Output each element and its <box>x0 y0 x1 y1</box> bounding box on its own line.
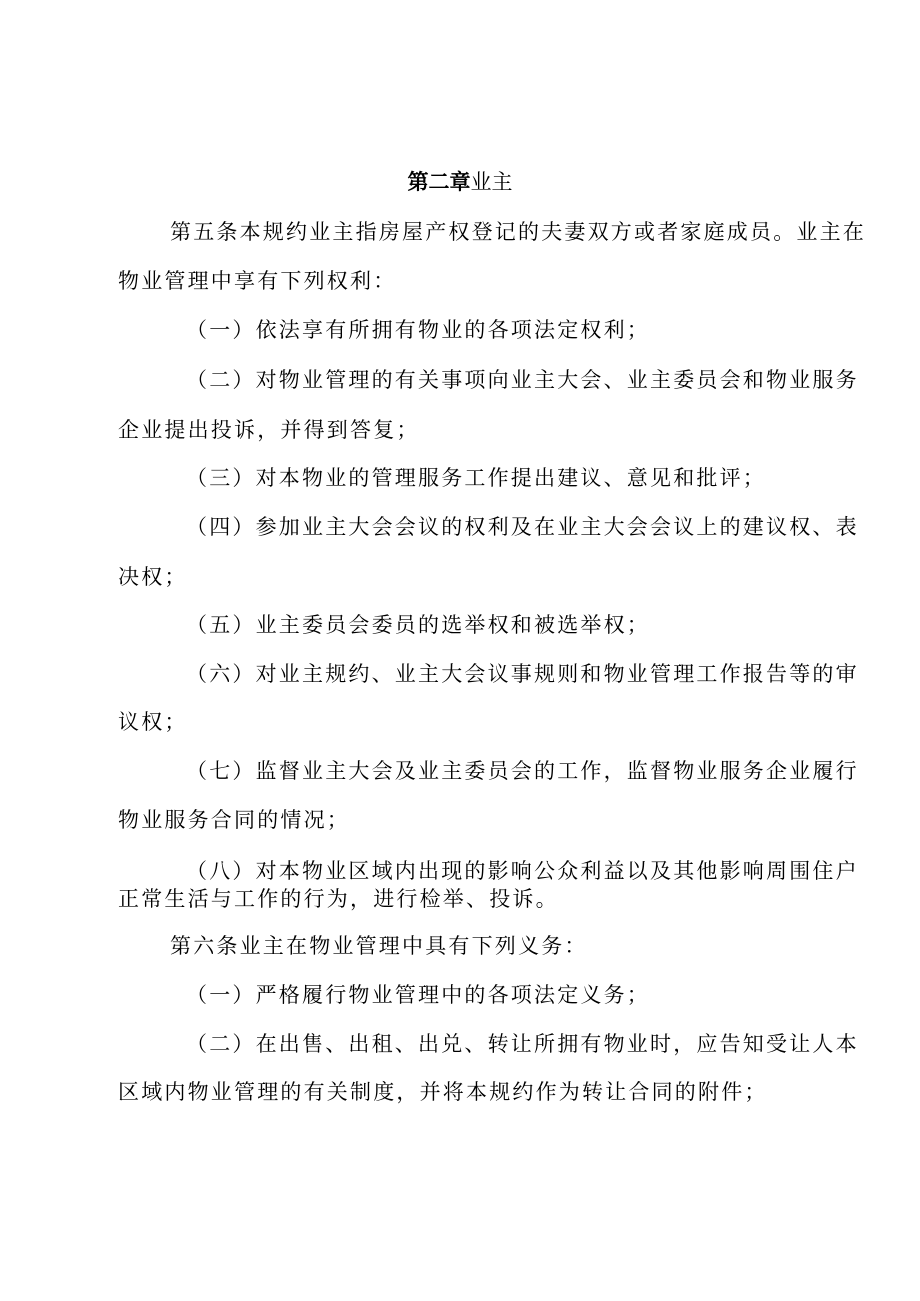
duty-1: （一）严格履行物业管理中的各项法定义务； <box>186 983 650 1007</box>
right-8-line-2: 正常生活与工作的行为，进行检举、投诉。 <box>118 887 559 911</box>
right-1: （一）依法享有所拥有物业的各项法定权利； <box>186 318 650 342</box>
right-2-line-1: （二）对物业管理的有关事项向业主大会、业主委员会和物业服务 <box>186 368 859 392</box>
right-8-line-1: （八）对本物业区域内出现的影响公众利益以及其他影响周围住户 <box>186 859 859 883</box>
chapter-name: 业主 <box>470 170 513 194</box>
right-6-line-2: 议权； <box>118 710 188 734</box>
right-2-line-2: 企业提出投诉，并得到答复； <box>118 418 420 442</box>
article-5-line-1: 第五条本规约业主指房屋产权登记的夫妻双方或者家庭成员。业主在 <box>170 220 866 244</box>
chapter-number: 第二章 <box>407 169 471 194</box>
article-6: 第六条业主在物业管理中具有下列义务： <box>170 934 588 958</box>
right-3: （三）对本物业的管理服务工作提出建议、意见和批评； <box>186 466 766 490</box>
article-5-line-2: 物业管理中享有下列权利： <box>118 269 397 293</box>
right-6-line-1: （六）对业主规约、业主大会议事规则和物业管理工作报告等的审 <box>186 662 859 686</box>
duty-2-line-1: （二）在出售、出租、出兑、转让所拥有物业时，应告知受让人本 <box>186 1032 859 1056</box>
right-4-line-1: （四）参加业主大会会议的权利及在业主大会会议上的建议权、表 <box>186 515 859 539</box>
right-4-line-2: 决权； <box>118 565 188 589</box>
chapter-title <box>0 168 920 196</box>
duty-2-line-2: 区域内物业管理的有关制度，并将本规约作为转让合同的附件； <box>118 1080 768 1104</box>
right-7-line-2: 物业服务合同的情况； <box>118 808 350 832</box>
right-7-line-1: （七）监督业主大会及业主委员会的工作，监督物业服务企业履行 <box>186 759 859 783</box>
right-5: （五）业主委员会委员的选举权和被选举权； <box>186 613 650 637</box>
